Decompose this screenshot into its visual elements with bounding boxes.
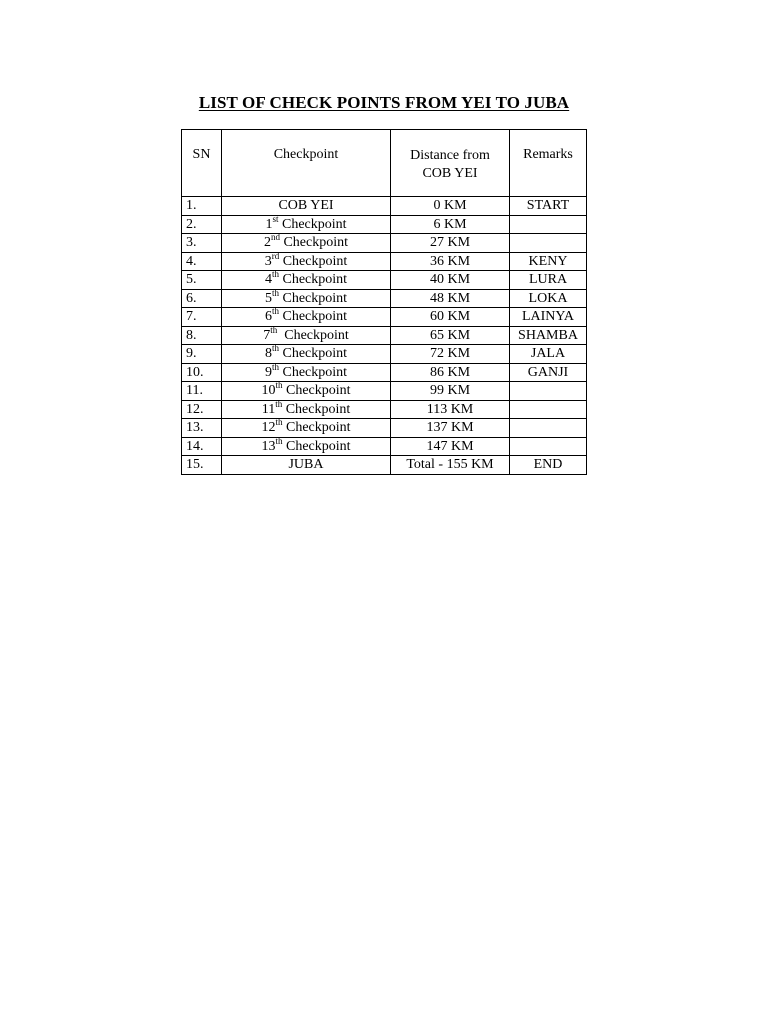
checkpoint-number: 6 bbox=[264, 309, 272, 325]
checkpoint-ordinal-suffix: th bbox=[275, 417, 283, 428]
table-row bbox=[182, 234, 587, 253]
cell-sn: 9. bbox=[182, 345, 222, 364]
table-row bbox=[182, 252, 587, 271]
cell-checkpoint bbox=[222, 308, 391, 327]
table-row bbox=[182, 437, 587, 456]
checkpoint-ordinal-suffix: th bbox=[271, 287, 279, 298]
checkpoint-number: 2 bbox=[263, 235, 271, 251]
cell-sn: 14. bbox=[182, 437, 222, 456]
cell-remarks: LAINYA bbox=[510, 308, 587, 327]
cell-sn: 5. bbox=[182, 271, 222, 290]
cell-remarks bbox=[510, 419, 587, 438]
table-row bbox=[182, 382, 587, 401]
cell-remarks: END bbox=[510, 456, 587, 475]
checkpoint-number: 9 bbox=[264, 364, 272, 380]
cell-sn: 10. bbox=[182, 363, 222, 382]
checkpoint-label: Checkpoint bbox=[279, 253, 348, 269]
checkpoint-ordinal-suffix: th bbox=[271, 269, 279, 280]
checkpoint-label: Checkpoint bbox=[278, 346, 348, 362]
cell-checkpoint bbox=[222, 382, 391, 401]
table-row bbox=[182, 271, 587, 290]
checkpoint-number: 10 bbox=[261, 383, 276, 399]
cell-remarks bbox=[510, 215, 587, 234]
cell-checkpoint bbox=[222, 197, 391, 216]
cell-distance: Total - 155 KM bbox=[391, 456, 510, 475]
table-row bbox=[182, 363, 587, 382]
cell-distance: 48 KM bbox=[391, 289, 510, 308]
checkpoint-ordinal-suffix: th bbox=[275, 398, 283, 409]
checkpoint-label: Checkpoint bbox=[282, 401, 351, 417]
cell-sn: 12. bbox=[182, 400, 222, 419]
cell-checkpoint bbox=[222, 456, 391, 475]
table-row bbox=[182, 289, 587, 308]
cell-distance: 27 KM bbox=[391, 234, 510, 253]
cell-checkpoint bbox=[222, 363, 391, 382]
table-row bbox=[182, 326, 587, 345]
cell-checkpoint bbox=[222, 271, 391, 290]
cell-remarks: KENY bbox=[510, 252, 587, 271]
checkpoint-label: Checkpoint bbox=[278, 364, 348, 380]
cell-sn: 8. bbox=[182, 326, 222, 345]
table-row bbox=[182, 308, 587, 327]
cell-sn: 15. bbox=[182, 456, 222, 475]
cell-distance: 0 KM bbox=[391, 197, 510, 216]
cell-distance: 60 KM bbox=[391, 308, 510, 327]
cell-distance: 86 KM bbox=[391, 363, 510, 382]
cell-remarks bbox=[510, 234, 587, 253]
cell-distance: 137 KM bbox=[391, 419, 510, 438]
table-row bbox=[182, 456, 587, 475]
checkpoint-label: Checkpoint bbox=[277, 327, 349, 343]
cell-checkpoint bbox=[222, 400, 391, 419]
checkpoint-ordinal-suffix: st bbox=[272, 213, 279, 224]
cell-sn: 7. bbox=[182, 308, 222, 327]
checkpoint-ordinal-suffix: th bbox=[271, 343, 279, 354]
cell-distance: 147 KM bbox=[391, 437, 510, 456]
checkpoint-number: 12 bbox=[261, 420, 276, 436]
checkpoint-number: 11 bbox=[261, 401, 276, 417]
checkpoint-ordinal-suffix: th bbox=[271, 361, 279, 372]
checkpoint-label: Checkpoint bbox=[278, 290, 348, 306]
checkpoint-number: 3 bbox=[264, 253, 272, 269]
checkpoint-ordinal-suffix: th bbox=[275, 435, 283, 446]
cell-checkpoint bbox=[222, 234, 391, 253]
checkpoint-label: JUBA bbox=[288, 457, 324, 473]
cell-checkpoint bbox=[222, 326, 391, 345]
checkpoint-label: Checkpoint bbox=[282, 383, 351, 399]
table-row bbox=[182, 400, 587, 419]
cell-checkpoint bbox=[222, 289, 391, 308]
checkpoint-ordinal-suffix: th bbox=[270, 324, 278, 335]
checkpoint-label: COB YEI bbox=[278, 198, 334, 214]
checkpoint-label: Checkpoint bbox=[282, 420, 351, 436]
cell-sn: 1. bbox=[182, 197, 222, 216]
table-row bbox=[182, 345, 587, 364]
checkpoint-label: Checkpoint bbox=[279, 235, 349, 251]
checkpoint-ordinal-suffix: th bbox=[275, 380, 283, 391]
cell-sn: 3. bbox=[182, 234, 222, 253]
table-row bbox=[182, 215, 587, 234]
cell-remarks: LOKA bbox=[510, 289, 587, 308]
cell-distance: 113 KM bbox=[391, 400, 510, 419]
checkpoint-ordinal-suffix: rd bbox=[271, 250, 280, 261]
cell-remarks: SHAMBA bbox=[510, 326, 587, 345]
checkpoint-label: Checkpoint bbox=[278, 272, 348, 288]
checkpoints-table bbox=[181, 129, 587, 475]
checkpoint-label: Checkpoint bbox=[282, 438, 351, 454]
checkpoint-number: 13 bbox=[261, 438, 276, 454]
checkpoint-number: 5 bbox=[264, 290, 272, 306]
cell-distance: 65 KM bbox=[391, 326, 510, 345]
header-distance bbox=[391, 130, 510, 197]
checkpoint-number: 4 bbox=[264, 272, 272, 288]
checkpoint-number: 1 bbox=[265, 216, 273, 232]
cell-checkpoint bbox=[222, 252, 391, 271]
cell-checkpoint bbox=[222, 419, 391, 438]
table-row bbox=[182, 419, 587, 438]
cell-sn: 13. bbox=[182, 419, 222, 438]
checkpoint-number: 8 bbox=[264, 346, 272, 362]
cell-remarks: START bbox=[510, 197, 587, 216]
checkpoint-ordinal-suffix: nd bbox=[270, 232, 280, 243]
cell-remarks bbox=[510, 437, 587, 456]
cell-distance: 6 KM bbox=[391, 215, 510, 234]
header-sn: SN bbox=[182, 130, 222, 197]
cell-sn: 11. bbox=[182, 382, 222, 401]
cell-distance: 40 KM bbox=[391, 271, 510, 290]
checkpoint-ordinal-suffix: th bbox=[271, 306, 279, 317]
table-header-row bbox=[182, 130, 587, 197]
cell-checkpoint bbox=[222, 345, 391, 364]
table-row bbox=[182, 197, 587, 216]
checkpoint-label: Checkpoint bbox=[278, 216, 347, 232]
cell-distance: 36 KM bbox=[391, 252, 510, 271]
cell-remarks: LURA bbox=[510, 271, 587, 290]
header-remarks: Remarks bbox=[510, 130, 587, 197]
checkpoint-number: 7 bbox=[263, 327, 271, 343]
cell-remarks bbox=[510, 400, 587, 419]
cell-remarks: GANJI bbox=[510, 363, 587, 382]
cell-sn: 2. bbox=[182, 215, 222, 234]
header-checkpoint: Checkpoint bbox=[222, 130, 391, 197]
cell-distance: 99 KM bbox=[391, 382, 510, 401]
document-title: LIST OF CHECK POINTS FROM YEI TO JUBA bbox=[198, 93, 570, 112]
cell-sn: 4. bbox=[182, 252, 222, 271]
cell-remarks bbox=[510, 382, 587, 401]
header-distance-line2: COB YEI bbox=[422, 166, 478, 181]
cell-distance: 72 KM bbox=[391, 345, 510, 364]
checkpoint-label: Checkpoint bbox=[278, 309, 348, 325]
cell-checkpoint bbox=[222, 215, 391, 234]
cell-checkpoint bbox=[222, 437, 391, 456]
header-distance-line1: Distance from bbox=[410, 148, 490, 163]
cell-remarks: JALA bbox=[510, 345, 587, 364]
cell-sn: 6. bbox=[182, 289, 222, 308]
